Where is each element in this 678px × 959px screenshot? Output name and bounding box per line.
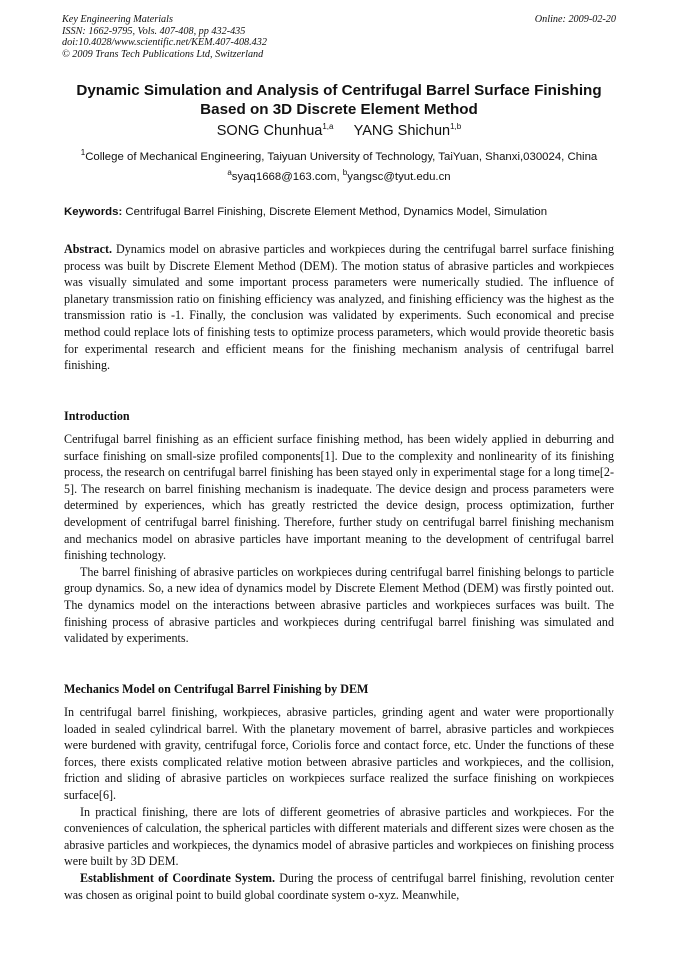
- title-line-1: Dynamic Simulation and Analysis of Centrifugal Barrel Surface Finishing: [76, 82, 602, 99]
- keywords-label: Keywords:: [64, 206, 123, 218]
- copyright-line: © 2009 Trans Tech Publications Ltd, Switzerland: [62, 48, 264, 60]
- paragraph: [64, 870, 614, 903]
- title-line-2: Based on 3D Discrete Element Method: [200, 100, 478, 118]
- keywords: [64, 205, 624, 219]
- author-superscript: 1,a: [322, 122, 334, 132]
- introduction-body: [64, 431, 614, 647]
- author-superscript: 1,b: [450, 122, 462, 132]
- affiliation-superscript: 1: [80, 148, 86, 158]
- paper-title: [40, 82, 638, 119]
- subsection-label: Establishment of Coordinate System.: [80, 870, 275, 885]
- author-list: [40, 122, 638, 140]
- affiliation-text: College of Mechanical Engineering, Taiyuan University of Technology, TaiYuan, Shanxi,030024, China: [85, 151, 598, 163]
- mechanics-body: [64, 704, 614, 903]
- keywords-text: Centrifugal Barrel Finishing, Discrete Element Method, Dynamics Model, Simulation: [125, 206, 548, 218]
- email-superscript: a: [227, 168, 232, 178]
- journal-name: Key Engineering Materials: [62, 14, 173, 25]
- paragraph: Centrifugal barrel finishing as an efficient surface finishing method, has been widely applied in deburring and surface finishing on small-size profiled components[1]. Due to the complexity and nonlinearity of its finishing process, the research on centrifugal barrel finishing has been stayed only in experimental stage for a long time[2-5]. The research on barrel finishing mechanism is inadequate. The device design and process parameters were determined by experiences, which has greatly restricted the device design, process optimization, further development of centrifugal barrel finishing. Therefore, further study on centrifugal barrel finishing mechanism and mechanics model on abrasive particles have important meaning to the development of centrifugal barrel finishing technology.: [64, 432, 614, 563]
- section-heading-introduction: Introduction: [64, 409, 130, 423]
- email-a[interactable]: syaq1668@163.com,: [231, 171, 340, 183]
- abstract-text: Dynamics model on abrasive particles and workpieces during the centrifugal barrel surface finishing process was built by Discrete Element Method (DEM). The motion status of abrasive particles and workpieces was visually simulated and some important process parameters were numerically studied. The influence of planetary transmission ratio on finishing efficiency was analyzed, and finishing efficiency was the highest as the transmission ratio is -1. Finally, the conclusion was validated by experiments. Such economical and precise method could replace lots of finishing tests to optimize process parameters, which would provide theoretic basis for experimental research and efficient means for the finishing mechanism analysis of centrifugal barrel finishing.: [64, 242, 614, 373]
- paragraph: In practical finishing, there are lots of different geometries of abrasive particles and workpieces. For the conveniences of calculation, the spherical particles with different materials and different sizes were chosen as the abrasive particles and workpieces, the dynamics model of abrasive particles and workpieces on finishing process were built by 3D DEM.: [64, 804, 614, 869]
- paragraph-text: During the process of centrifugal barrel finishing, revolution center was chosen as original point to build global coordinate system o-xyz. Meanwhile,: [64, 870, 614, 902]
- author-name: YANG Shichun: [353, 123, 451, 139]
- paragraph: In centrifugal barrel finishing, workpieces, abrasive particles, grinding agent and water were proportionally loaded in sealed cylindrical barrel. With the planetary movement of barrel, abrasive particles and workpieces were burdened with gravity, centrifugal force, Coriolis force and contact force, etc. Under the functions of these forces, there exists complicated relative motion between abrasive particles and workpieces, and the collision, friction and sliding of abrasive particles on workpieces surface realized the surface finishing on workpieces surface[6].: [64, 705, 614, 802]
- abstract-label: Abstract.: [64, 242, 113, 256]
- email-b[interactable]: yangsc@tyut.edu.cn: [347, 171, 451, 183]
- email-superscript: b: [342, 168, 348, 178]
- header-meta: [62, 14, 618, 60]
- section-heading-mechanics: Mechanics Model on Centrifugal Barrel Finishing by DEM: [64, 682, 369, 696]
- affiliation: [40, 150, 638, 164]
- paragraph: The barrel finishing of abrasive particles on workpieces during centrifugal barrel finishing belongs to particle group dynamics. So, a new idea of dynamics model by Discrete Element Method (DEM) was firstly pointed out. The dynamics model on the interactions between abrasive particles and workpieces surfaces was built. The finishing process of abrasive particles and workpieces during centrifugal barrel finishing was simulated and validated by experiments.: [64, 564, 614, 646]
- online-date: Online: 2009-02-20: [534, 14, 616, 25]
- email-line: [40, 170, 638, 184]
- issn-line: ISSN: 1662-9795, Vols. 407-408, pp 432-435: [62, 25, 246, 37]
- author-name: SONG Chunhua: [216, 123, 323, 139]
- doi-line: doi:10.4028/www.scientific.net/KEM.407-408.432: [62, 37, 267, 49]
- abstract: [64, 241, 614, 374]
